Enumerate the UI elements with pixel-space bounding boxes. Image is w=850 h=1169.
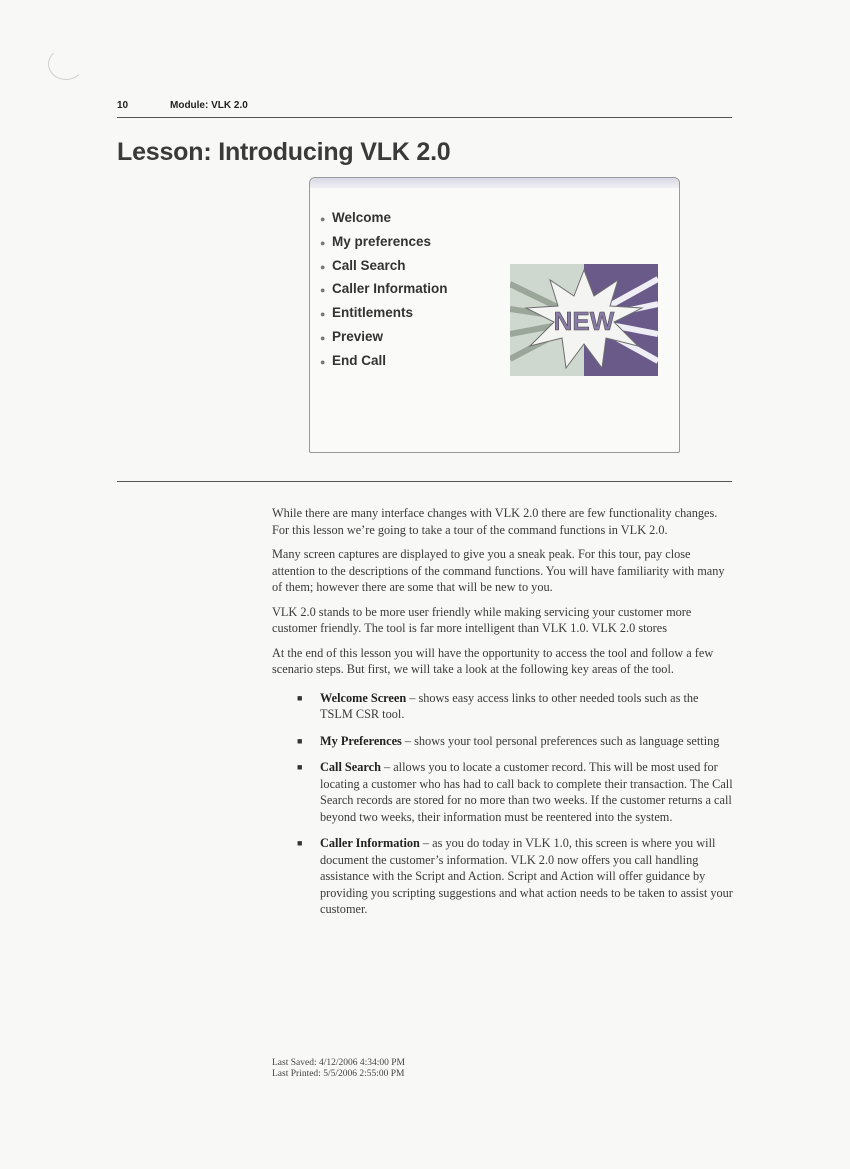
slide-menu-item: ● End Call [320,351,448,375]
body-paragraph: Many screen captures are displayed to give you a sneak peak. For this tour, pay close attention to the descriptions of the command functions. You will have familiarity with many of them; however there are some that will be new to you. [272,547,725,594]
slide-menu-item: ● Entitlements [320,303,448,327]
arrow-bullet-icon: ● [320,214,326,224]
last-saved: Last Saved: 4/12/2006 4:34:00 PM [272,1058,405,1068]
slide-menu-item: ● Call Search [320,256,448,280]
bullet-text: – shows easy access links to other needed tools such as the TSLM CSR tool. [320,690,699,721]
bullet-term: Call Search [320,760,381,774]
square-bullet-icon: ■ [297,838,303,848]
square-bullet-icon: ■ [297,762,303,772]
document-footer [272,1058,405,1080]
lesson-body [272,505,734,928]
list-item [272,759,734,825]
slide-menu-item: ● Caller Information [320,279,448,303]
arrow-bullet-icon: ● [320,332,326,343]
list-item [272,835,734,918]
square-bullet-icon: ■ [297,692,303,703]
slide-menu-list [320,208,448,375]
page-number: 10 [117,100,129,111]
slide-title-bar [310,178,679,188]
bullet-text: – shows your tool personal preferences such as language setting [401,733,720,748]
bullet-term: My Preferences [320,733,402,748]
arrow-bullet-icon: ● [320,309,326,320]
bullet-text: – allows you to locate a customer record. This will be most used for locating a customer who has had to call back to complete their transaction. The Call Search records are stored for no more than two weeks. If the customer returns a call beyond two weeks, their information must be reentered into the system. [320,760,733,824]
module-name: Module: VLK 2.0 [170,100,248,111]
slide-menu-item: ● Preview [320,327,448,351]
arrow-bullet-icon: ● [320,356,326,367]
section-rule [117,481,732,482]
key-areas-list [272,690,734,918]
list-item [272,733,734,750]
body-paragraph: While there are many interface changes with VLK 2.0 there are few functionality changes. For this lesson we’re going to take a tour of the command functions in VLK 2.0. [272,506,718,537]
slide-menu-item: ● My preferences [320,232,448,256]
body-paragraph: At the end of this lesson you will have the opportunity to access the tool and follow a few scenario steps. But first, we will take a look at the following key areas of the tool. [272,645,714,676]
bullet-term: Welcome Screen [320,690,407,705]
bullet-text: – as you do today in VLK 1.0, this screen is where you will document the customer’s information. VLK 2.0 now offers you call handling assistance with the Script and Action. Script and Action will offer guidance by providing you scripting suggestions and what action needs to be taken to assist your customer. [320,836,733,916]
new-starburst-graphic [510,264,658,376]
square-bullet-icon: ■ [297,735,303,746]
header-rule [117,117,732,118]
lesson-title: Lesson: Introducing VLK 2.0 [117,138,451,166]
bullet-term: Caller Information [320,836,420,850]
new-badge-text: NEW [553,306,615,336]
last-printed: Last Printed: 5/5/2006 2:55:00 PM [272,1069,405,1079]
arrow-bullet-icon: ● [320,285,326,296]
arrow-bullet-icon: ● [320,261,326,272]
slide-menu-item: ● Welcome [320,208,448,232]
body-paragraph: VLK 2.0 stands to be more user friendly while making servicing your customer more customer friendly. The tool is far more intelligent than VLK 1.0. VLK 2.0 stores [272,604,692,635]
list-item [272,690,734,723]
slide-preview [309,177,680,453]
scan-artifact [48,48,84,80]
arrow-bullet-icon: ● [320,237,326,248]
